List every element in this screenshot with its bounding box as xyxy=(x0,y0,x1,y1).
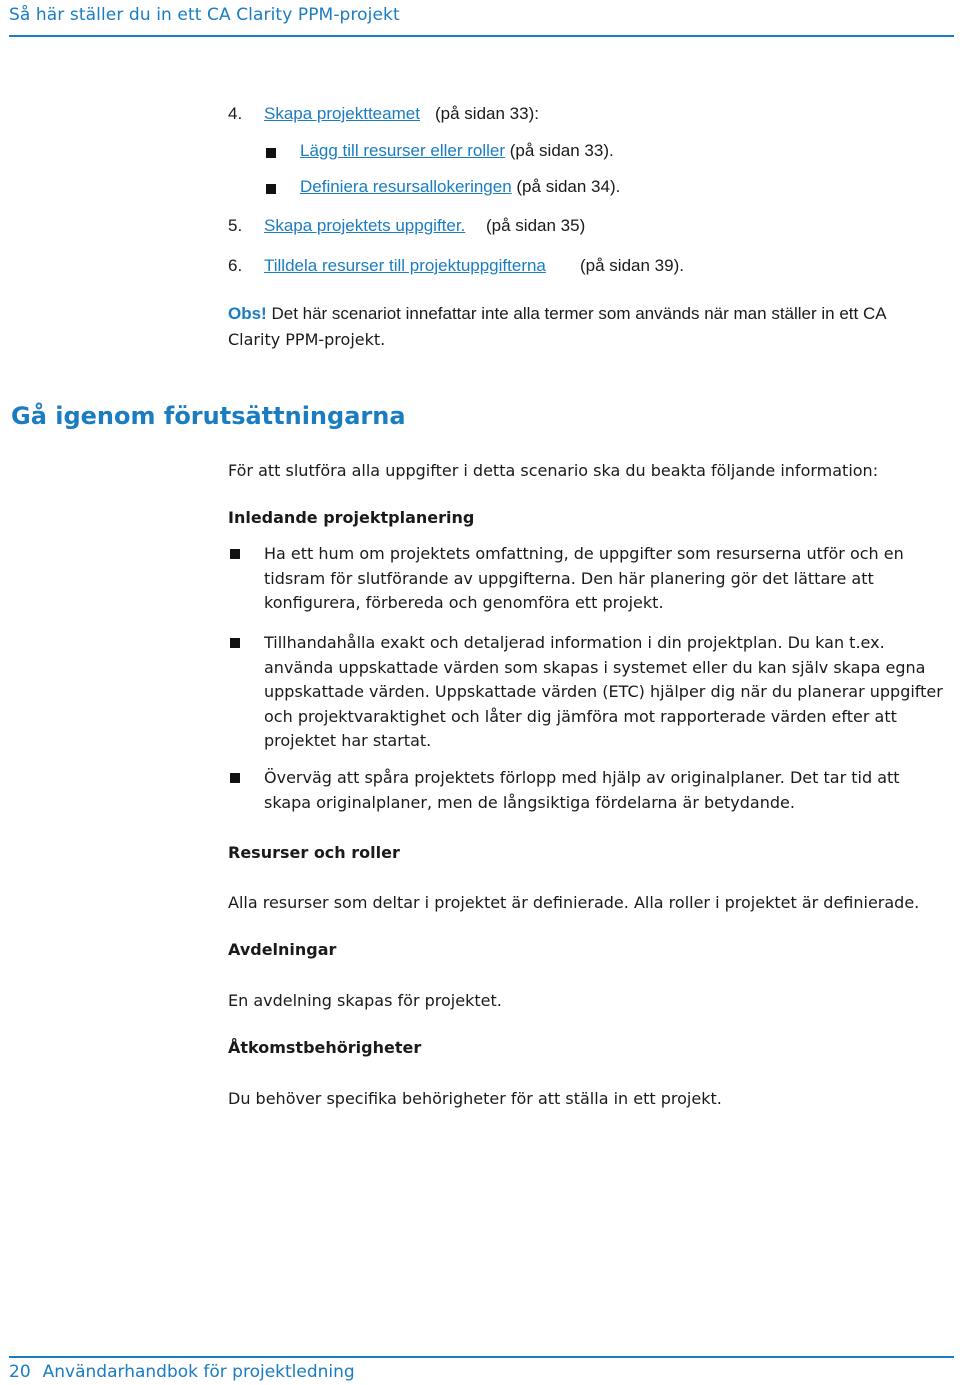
step-4 xyxy=(228,104,420,124)
subheading-resources: Resurser och roller xyxy=(228,843,400,862)
header-divider xyxy=(9,35,954,37)
step-5 xyxy=(228,216,466,236)
footer-divider xyxy=(9,1356,954,1358)
substep-1 xyxy=(300,141,614,161)
substep-suffix: (på sidan 33). xyxy=(505,141,614,160)
subheading-access: Åtkomstbehörigheter xyxy=(228,1038,422,1057)
step-6 xyxy=(228,256,546,276)
note xyxy=(228,304,887,324)
note-label: Obs! xyxy=(228,304,267,323)
planning-bullet-3: Överväg att spåra projektets förlopp med hjälp av originalplaner. Det tar tid att skapa originalplaner, men de långsiktiga fördelarna är betydande. xyxy=(264,768,900,812)
bullet-square-icon xyxy=(230,549,240,559)
bullet-square-icon xyxy=(266,184,276,194)
bullet-square-icon xyxy=(266,148,276,158)
step-suffix: (på sidan 35) xyxy=(486,216,586,235)
step-number: 6. xyxy=(228,256,243,275)
step-link-create-team[interactable]: Skapa projektteamet xyxy=(264,104,420,123)
note-text: Det här scenariot innefattar inte alla termer som används när man ställer in ett CA xyxy=(266,304,887,323)
running-footer xyxy=(9,1362,355,1382)
subheading-planning: Inledande projektplanering xyxy=(228,508,475,527)
note-text-continued: Clarity PPM-projekt. xyxy=(228,330,386,349)
running-header: Så här ställer du in ett CA Clarity PPM-projekt xyxy=(9,5,400,25)
subheading-departments: Avdelningar xyxy=(228,940,337,959)
substep-link-define-allocation[interactable]: Definiera resursallokeringen xyxy=(300,177,512,196)
section-heading: Gå igenom förutsättningarna xyxy=(11,402,406,430)
substep-2 xyxy=(300,177,620,197)
bullet-square-icon xyxy=(230,773,240,783)
substep-link-add-resources[interactable]: Lägg till resurser eller roller xyxy=(300,141,506,160)
planning-bullet-1: Ha ett hum om projektets omfattning, de uppgifter som resurserna utför och en tidsram för slutförande av uppgifterna. Den här planering gör det lättare att konfigurera, förbereda och genomföra ett projekt. xyxy=(264,544,904,613)
bullet-square-icon xyxy=(230,638,240,648)
departments-text: En avdelning skapas för projektet. xyxy=(228,991,502,1010)
planning-bullet-2: Tillhandahålla exakt och detaljerad information i din projektplan. Du kan t.ex. använda uppskattade värden som skapas i systemet eller du kan själv skapa egna uppskattade värden. Uppskattade värden (ETC) hjälper dig när du planerar uppgifter och projektvaraktighet och låter dig jämföra mot rapporterade värden efter att projektet har startat. xyxy=(264,633,943,751)
footer-title: Användarhandbok för projektledning xyxy=(42,1362,355,1382)
access-text: Du behöver specifika behörigheter för att ställa in ett projekt. xyxy=(228,1089,722,1108)
step-suffix: (på sidan 39). xyxy=(580,256,684,275)
substep-suffix: (på sidan 34). xyxy=(511,177,621,196)
step-number: 5. xyxy=(228,216,243,235)
resources-text: Alla resurser som deltar i projektet är definierade. Alla roller i projektet är definierade. xyxy=(228,893,920,912)
page-number: 20 xyxy=(9,1362,31,1382)
step-number: 4. xyxy=(228,104,243,123)
step-link-create-tasks[interactable]: Skapa projektets uppgifter. xyxy=(264,216,466,235)
step-link-assign-resources[interactable]: Tilldela resurser till projektuppgifterna xyxy=(264,256,546,275)
section-intro: För att slutföra alla uppgifter i detta scenario ska du beakta följande information: xyxy=(228,461,879,480)
step-suffix: (på sidan 33): xyxy=(435,104,539,123)
